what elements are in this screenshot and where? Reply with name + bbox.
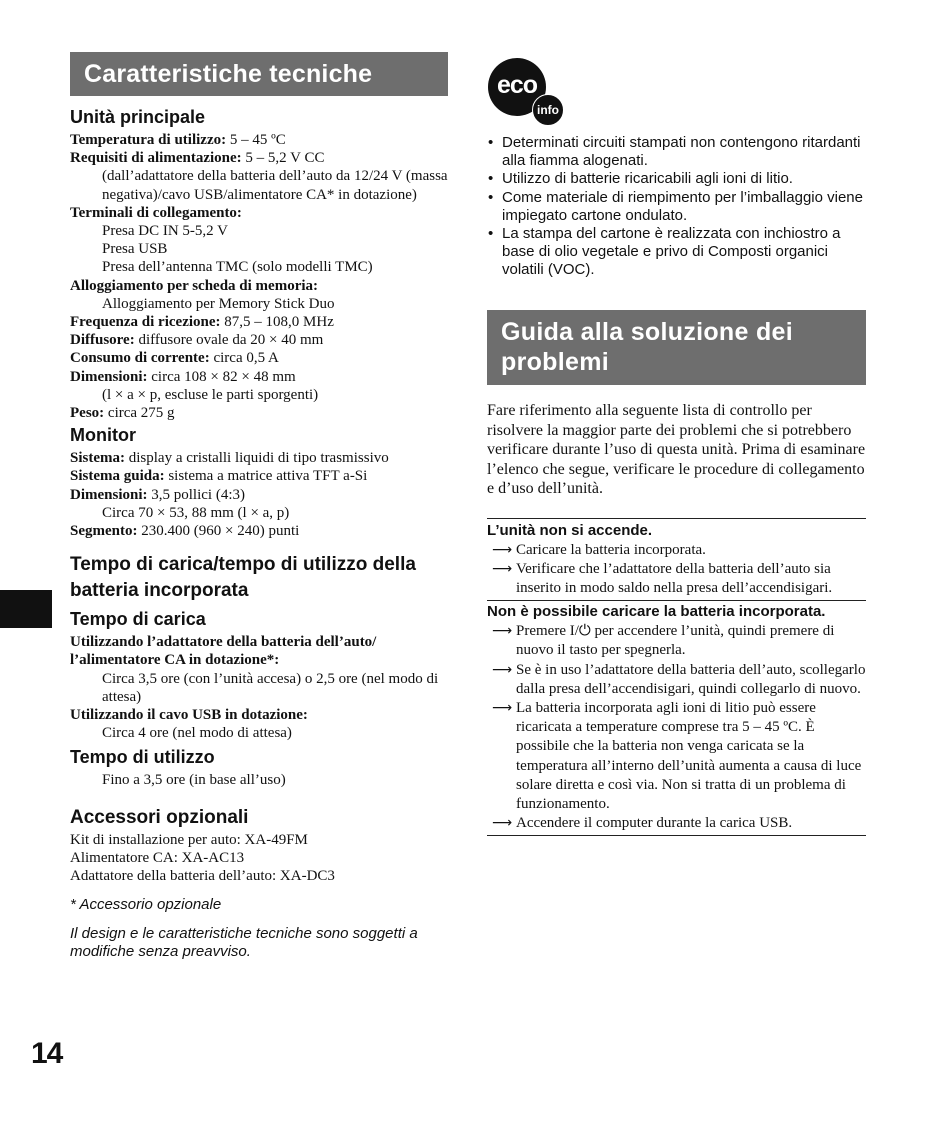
spec-value: sistema a matrice attiva TFT a-Si — [164, 468, 368, 485]
disclaimer: Il design e le caratteristiche tecniche sono soggetti a modifiche senza preavviso. — [70, 925, 418, 961]
solution-item: ⟶ Caricare la batteria incorporata. — [487, 541, 866, 560]
charge-time-heading: Tempo di carica — [70, 609, 206, 630]
eco-bullet: • La stampa del cartone è realizzata con inchiostro a base di olio vegetale e privo di Composti organici volatili (VOC). — [488, 225, 841, 279]
problem-block — [487, 518, 866, 599]
eco-bullet: • Come materiale di riempimento per l’imballaggio viene impiegato cartone ondulato. — [488, 188, 863, 224]
monitor-heading: Monitor — [70, 425, 136, 446]
charge-spec-list — [70, 633, 448, 742]
solution-item: ⟶ La batteria incorporata agli ioni di litio può essere ricaricata a temperature comprese tra 5 – 45 ºC. È possibile che la batteria non venga caricata se la temperatura all’interno dell’unità aumenta a causa di luce solare diretta e così via. Non si tratta di un problema di funzionamento. — [492, 699, 862, 812]
spec-key: Terminali di collegamento: — [70, 204, 242, 221]
page-number: 14 — [31, 1037, 63, 1070]
spec-item — [70, 368, 448, 386]
spec-key: Requisiti di alimentazione: — [70, 150, 242, 167]
spec-item — [70, 131, 448, 149]
spec-detail: Circa 3,5 ore (con l’unità accesa) o 2,5 ore (nel modo di attesa) — [102, 670, 439, 705]
spec-item — [70, 467, 448, 485]
spec-key: Peso: — [70, 405, 105, 422]
chapter-tab-marker — [0, 590, 52, 628]
solution-item: ⟶ Verificare che l’adattatore della batteria dell’auto sia inserito in modo saldo nella presa dell’accendisigari. — [492, 560, 833, 596]
spec-item — [70, 486, 448, 504]
arrow-right-icon: ⟶ — [492, 623, 513, 640]
solution-item: ⟶ Accendere il computer durante la carica USB. — [487, 814, 866, 833]
spec-item — [70, 313, 448, 331]
left-column — [70, 52, 448, 961]
solution-item: ⟶ Se è in uso l’adattatore della batteria dell’auto, scollegarlo dalla presa dell’accendisigari, quindi collegarlo di nuovo. — [492, 661, 866, 697]
spec-item — [70, 277, 448, 295]
eco-logo-main: eco — [488, 58, 546, 116]
specs-banner: Caratteristiche tecniche — [70, 52, 448, 96]
spec-key: Alloggiamento per scheda di memoria: — [70, 277, 319, 294]
troubleshooting-body — [487, 401, 866, 836]
spec-value: 5 – 5,2 V CC — [241, 150, 325, 167]
spec-detail: (l × a × p, escluse le parti sporgenti) — [102, 386, 319, 403]
solution-item: ⟶ Premere I/⏻ per accendere l’unità, quindi premere di nuovo il tasto per spegnerla. — [492, 623, 835, 659]
spec-key: Segmento: — [70, 523, 138, 540]
eco-bullet: • Utilizzo di batterie ricaricabili agli ioni di litio. — [488, 170, 793, 188]
right-column — [487, 52, 866, 832]
troubleshooting-intro: Fare riferimento alla seguente lista di controllo per risolvere la maggior parte dei problemi che si potrebbero verificare durante l’uso di questa unità. Prima di esaminare l’elenco che segue, verificare le procedure di collegamento e d’uso dell’unità. — [487, 402, 866, 497]
spec-key: Dimensioni: — [70, 486, 148, 503]
spec-item — [70, 522, 448, 540]
spec-value: 87,5 – 108,0 MHz — [220, 314, 334, 331]
accessories-list — [70, 831, 448, 886]
spec-value: circa 108 × 82 × 48 mm — [147, 368, 296, 385]
unit-heading: Unità principale — [70, 107, 206, 127]
accessory-item: Adattatore della batteria dell’auto: XA-DC3 — [70, 868, 335, 885]
use-time-text: Fino a 3,5 ore (in base all’uso) — [102, 772, 286, 789]
spec-detail: Circa 4 ore (nel modo di attesa) — [102, 725, 292, 742]
spec-value: circa 0,5 A — [209, 350, 279, 367]
spec-value: 5 – 45 ºC — [226, 132, 286, 148]
use-time-heading: Tempo di utilizzo — [70, 747, 215, 768]
spec-item — [70, 706, 448, 724]
troubleshooting-banner-line1: Guida alla soluzione dei — [501, 318, 793, 346]
spec-detail: Alloggiamento per Memory Stick Duo — [102, 295, 335, 312]
spec-detail: Presa USB — [102, 241, 168, 258]
spec-item — [70, 331, 448, 349]
spec-value: diffusore ovale da 20 × 40 mm — [134, 332, 324, 349]
accessory-item: Kit di installazione per auto: XA-49FM — [70, 831, 308, 848]
unit-spec-list — [70, 131, 448, 422]
spec-detail: Presa dell’antenna TMC (solo modelli TMC) — [102, 259, 373, 276]
spec-detail: Presa DC IN 5-5,2 V — [102, 223, 228, 240]
eco-info-logo — [488, 58, 568, 124]
eco-bullet: • Determinati circuiti stampati non contengono ritardanti alla fiamma alogenati. — [488, 134, 861, 170]
spec-item — [70, 149, 448, 167]
arrow-right-icon: ⟶ — [492, 661, 513, 678]
spec-value: display a cristalli liquidi di tipo trasmissivo — [125, 450, 389, 467]
monitor-spec-list — [70, 449, 448, 540]
section-end-rule — [487, 835, 866, 836]
problem-title: Non è possibile caricare la batteria incorporata. — [487, 603, 826, 621]
spec-item — [70, 633, 448, 669]
spec-item — [70, 404, 448, 422]
spec-item — [70, 204, 448, 222]
spec-item — [70, 449, 448, 467]
arrow-right-icon: ⟶ — [492, 699, 513, 716]
spec-item — [70, 349, 448, 367]
troubleshooting-banner-line2: problemi — [501, 348, 609, 376]
eco-logo-sub: info — [532, 94, 564, 126]
spec-key: Utilizzando il cavo USB in dotazione: — [70, 707, 308, 724]
footnote: * Accessorio opzionale — [70, 896, 222, 914]
spec-key: Temperatura di utilizzo: — [70, 132, 227, 148]
arrow-right-icon: ⟶ — [492, 560, 513, 577]
troubleshooting-banner — [487, 310, 866, 385]
arrow-right-icon: ⟶ — [492, 541, 513, 558]
spec-key: Utilizzando l’adattatore della batteria dell’auto/ l’alimentatore CA in dotazione*: — [70, 634, 377, 669]
problem-title: L’unità non si accende. — [487, 521, 653, 539]
spec-key: Dimensioni: — [70, 368, 148, 385]
charge-heading: Tempo di carica/tempo di utilizzo della batteria incorporata — [70, 554, 416, 602]
spec-key: Diffusore: — [70, 332, 135, 349]
accessories-heading: Accessori opzionali — [70, 806, 249, 828]
spec-key: Frequenza di ricezione: — [70, 314, 221, 331]
spec-key: Sistema guida: — [70, 468, 165, 485]
spec-detail: Circa 70 × 53, 88 mm (l × a, p) — [102, 504, 290, 521]
spec-key: Consumo di corrente: — [70, 350, 210, 367]
spec-value: 3,5 pollici (4:3) — [147, 486, 246, 503]
arrow-right-icon: ⟶ — [492, 815, 513, 832]
spec-value: circa 275 g — [104, 405, 175, 422]
spec-value: 230.400 (960 × 240) punti — [137, 523, 300, 540]
spec-detail: (dall’adattatore della batteria dell’auto da 12/24 V (massa negativa)/cavo USB/alimentatore CA* in dotazione) — [102, 168, 448, 203]
accessory-item: Alimentatore CA: XA-AC13 — [70, 849, 245, 866]
spec-key: Sistema: — [70, 450, 125, 467]
eco-bullet-list — [487, 134, 866, 280]
problem-block — [487, 600, 866, 833]
